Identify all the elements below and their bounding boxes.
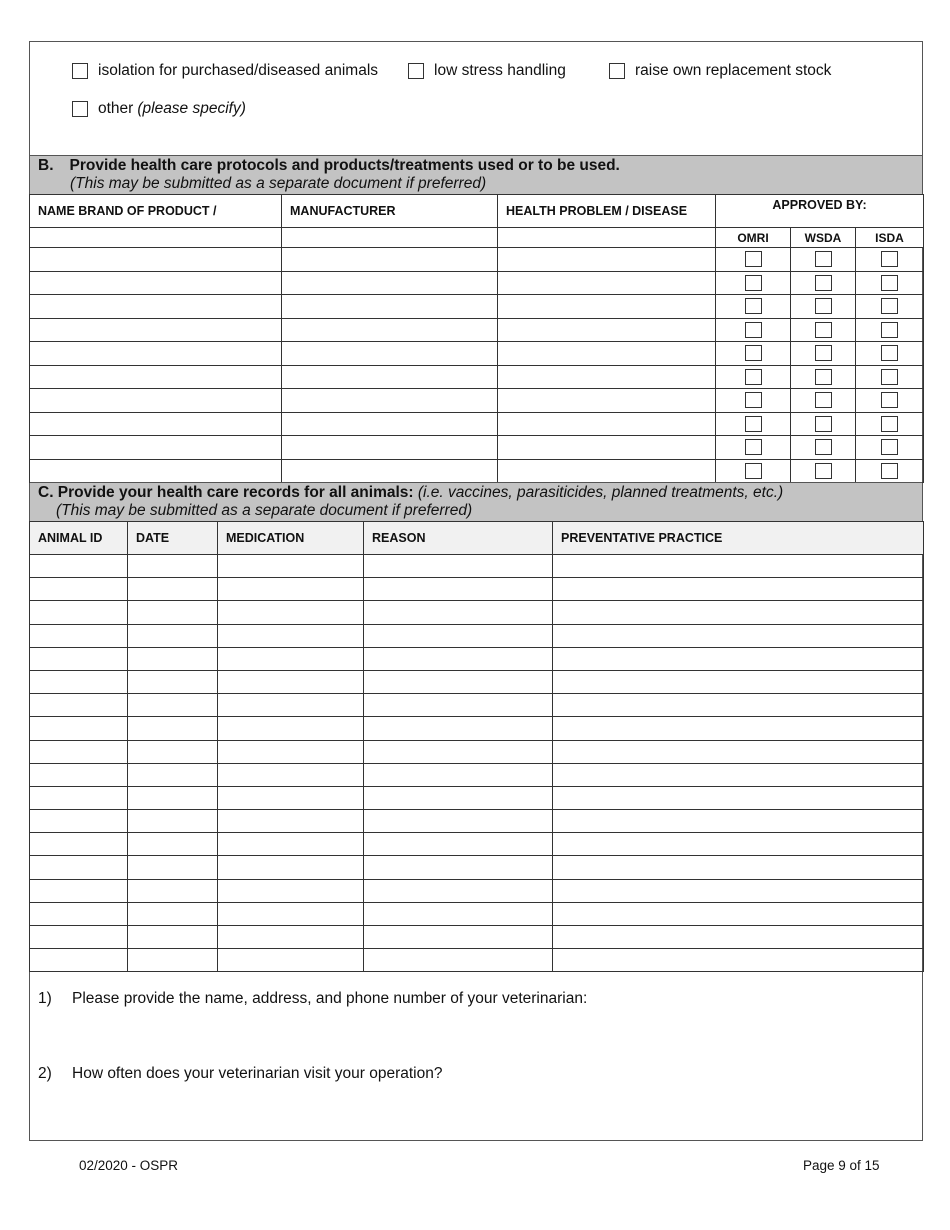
table-cell[interactable] bbox=[364, 555, 553, 578]
table-cell[interactable] bbox=[282, 365, 498, 389]
col-preventative: PREVENTATIVE PRACTICE bbox=[553, 522, 924, 555]
table-cell[interactable] bbox=[218, 624, 364, 647]
table-row bbox=[30, 365, 924, 389]
approval-cell-isda bbox=[856, 318, 924, 342]
table-cell[interactable] bbox=[364, 647, 553, 670]
table-cell[interactable] bbox=[364, 694, 553, 717]
table-cell[interactable] bbox=[282, 318, 498, 342]
approval-cell-omri bbox=[716, 295, 791, 319]
table-cell[interactable] bbox=[218, 786, 364, 809]
wsda-checkbox[interactable] bbox=[815, 416, 832, 432]
table-row bbox=[30, 601, 924, 624]
low-stress-checkbox[interactable] bbox=[408, 63, 424, 79]
table-row bbox=[30, 949, 924, 972]
option-label: raise own replacement stock bbox=[635, 62, 832, 79]
approval-cell-omri bbox=[716, 412, 791, 436]
isda-checkbox[interactable] bbox=[881, 439, 898, 455]
table-cell[interactable] bbox=[364, 670, 553, 693]
option-other[interactable] bbox=[72, 100, 246, 118]
option-label: other bbox=[98, 100, 134, 117]
table-cell[interactable] bbox=[553, 902, 924, 925]
table-cell[interactable] bbox=[498, 412, 716, 436]
approval-cell-isda bbox=[856, 389, 924, 413]
wsda-checkbox[interactable] bbox=[815, 298, 832, 314]
option-low-stress[interactable] bbox=[408, 62, 566, 80]
table-cell[interactable] bbox=[553, 926, 924, 949]
approval-cell-omri bbox=[716, 248, 791, 272]
omri-checkbox[interactable] bbox=[745, 251, 762, 267]
table-cell[interactable] bbox=[218, 601, 364, 624]
table-cell[interactable] bbox=[498, 459, 716, 483]
table-cell[interactable] bbox=[553, 717, 924, 740]
table-cell[interactable] bbox=[282, 295, 498, 319]
table-cell[interactable] bbox=[128, 601, 218, 624]
approval-cell-isda bbox=[856, 365, 924, 389]
option-label: low stress handling bbox=[434, 62, 566, 79]
table-cell[interactable] bbox=[30, 670, 128, 693]
table-cell[interactable] bbox=[30, 786, 128, 809]
table-row bbox=[30, 740, 924, 763]
table-cell[interactable] bbox=[498, 365, 716, 389]
omri-checkbox[interactable] bbox=[745, 345, 762, 361]
table-row bbox=[30, 342, 924, 366]
approval-cell-omri bbox=[716, 342, 791, 366]
table-cell[interactable] bbox=[498, 436, 716, 460]
table-cell[interactable] bbox=[282, 412, 498, 436]
approval-cell-omri bbox=[716, 271, 791, 295]
table-cell[interactable] bbox=[30, 228, 282, 248]
table-cell[interactable] bbox=[30, 555, 128, 578]
table-cell[interactable] bbox=[128, 647, 218, 670]
isda-checkbox[interactable] bbox=[881, 416, 898, 432]
approval-cell-wsda bbox=[791, 389, 856, 413]
table-cell[interactable] bbox=[364, 717, 553, 740]
table-cell[interactable] bbox=[553, 856, 924, 879]
table-row bbox=[30, 295, 924, 319]
table-cell[interactable] bbox=[218, 670, 364, 693]
section-c-title: C. Provide your health care records for all animals: bbox=[38, 484, 414, 501]
table-cell[interactable] bbox=[498, 389, 716, 413]
table-cell[interactable] bbox=[128, 902, 218, 925]
section-c-note: (This may be submitted as a separate document if preferred) bbox=[56, 502, 473, 519]
col-reason: REASON bbox=[364, 522, 553, 555]
table-cell[interactable] bbox=[364, 578, 553, 601]
table-cell[interactable] bbox=[553, 763, 924, 786]
table-cell[interactable] bbox=[553, 786, 924, 809]
table-cell[interactable] bbox=[553, 879, 924, 902]
table-cell[interactable] bbox=[128, 810, 218, 833]
col-health-problem: HEALTH PROBLEM / DISEASE bbox=[498, 195, 716, 228]
table-cell[interactable] bbox=[553, 624, 924, 647]
omri-checkbox[interactable] bbox=[745, 369, 762, 385]
question-text: How often does your veterinarian visit your operation? bbox=[72, 1065, 443, 1082]
table-cell[interactable] bbox=[498, 342, 716, 366]
section-c-example: (i.e. vaccines, parasiticides, planned treatments, etc.) bbox=[417, 484, 784, 501]
col-medication: MEDICATION bbox=[218, 522, 364, 555]
isda-checkbox[interactable] bbox=[881, 251, 898, 267]
table-cell[interactable] bbox=[553, 949, 924, 972]
approval-cell-omri bbox=[716, 459, 791, 483]
table-cell[interactable] bbox=[364, 833, 553, 856]
table-cell[interactable] bbox=[30, 365, 282, 389]
wsda-checkbox[interactable] bbox=[815, 463, 832, 479]
approval-cell-isda bbox=[856, 248, 924, 272]
table-row bbox=[30, 810, 924, 833]
col-manufacturer: MANUFACTURER bbox=[282, 195, 498, 228]
table-row bbox=[30, 624, 924, 647]
approval-cell-isda bbox=[856, 342, 924, 366]
table-cell[interactable] bbox=[364, 926, 553, 949]
table-cell[interactable] bbox=[128, 670, 218, 693]
table-cell[interactable] bbox=[364, 740, 553, 763]
table-row bbox=[30, 555, 924, 578]
footer-page: Page 9 of 15 bbox=[803, 1158, 880, 1173]
table-cell[interactable] bbox=[30, 949, 128, 972]
table-cell[interactable] bbox=[30, 810, 128, 833]
table-row bbox=[30, 271, 924, 295]
omri-checkbox[interactable] bbox=[745, 392, 762, 408]
table-cell[interactable] bbox=[128, 694, 218, 717]
table-cell[interactable] bbox=[30, 856, 128, 879]
table-row bbox=[30, 578, 924, 601]
table-cell[interactable] bbox=[30, 879, 128, 902]
table-cell[interactable] bbox=[30, 459, 282, 483]
table-cell[interactable] bbox=[128, 786, 218, 809]
table-cell[interactable] bbox=[553, 833, 924, 856]
section-b-title: Provide health care protocols and products/treatments used or to be used. bbox=[69, 157, 620, 174]
option-replacement-stock[interactable] bbox=[609, 62, 831, 80]
records-table bbox=[29, 521, 924, 972]
table-cell[interactable] bbox=[128, 624, 218, 647]
table-cell[interactable] bbox=[30, 694, 128, 717]
table-row bbox=[30, 717, 924, 740]
table-cell[interactable] bbox=[30, 624, 128, 647]
question-2 bbox=[38, 1065, 442, 1083]
table-cell[interactable] bbox=[364, 763, 553, 786]
table-cell[interactable] bbox=[30, 926, 128, 949]
table-cell[interactable] bbox=[218, 810, 364, 833]
isda-checkbox[interactable] bbox=[881, 345, 898, 361]
question-1 bbox=[38, 990, 587, 1008]
table-cell[interactable] bbox=[553, 670, 924, 693]
table-cell[interactable] bbox=[553, 578, 924, 601]
option-isolation[interactable] bbox=[72, 62, 378, 80]
table-cell[interactable] bbox=[30, 295, 282, 319]
section-b-note: (This may be submitted as a separate document if preferred) bbox=[70, 175, 487, 192]
isolation-checkbox[interactable] bbox=[72, 63, 88, 79]
approval-cell-omri bbox=[716, 436, 791, 460]
wsda-checkbox[interactable] bbox=[815, 439, 832, 455]
replacement-stock-checkbox[interactable] bbox=[609, 63, 625, 79]
table-cell[interactable] bbox=[364, 879, 553, 902]
table-cell[interactable] bbox=[282, 342, 498, 366]
table-cell[interactable] bbox=[364, 810, 553, 833]
table-cell[interactable] bbox=[30, 271, 282, 295]
table-cell[interactable] bbox=[30, 601, 128, 624]
table-cell[interactable] bbox=[218, 647, 364, 670]
col-date: DATE bbox=[128, 522, 218, 555]
footer-date: 02/2020 - OSPR bbox=[79, 1158, 179, 1173]
table-cell[interactable] bbox=[282, 436, 498, 460]
approval-cell-wsda bbox=[791, 412, 856, 436]
isda-checkbox[interactable] bbox=[881, 369, 898, 385]
table-cell[interactable] bbox=[218, 926, 364, 949]
isda-checkbox[interactable] bbox=[881, 463, 898, 479]
table-cell[interactable] bbox=[364, 949, 553, 972]
table-row bbox=[30, 694, 924, 717]
table-row bbox=[30, 902, 924, 925]
col-isda: ISDA bbox=[856, 228, 924, 248]
table-cell[interactable] bbox=[282, 228, 498, 248]
section-b-letter: B. bbox=[38, 157, 54, 174]
table-cell[interactable] bbox=[128, 740, 218, 763]
table-cell[interactable] bbox=[30, 578, 128, 601]
table-cell[interactable] bbox=[498, 228, 716, 248]
col-wsda: WSDA bbox=[791, 228, 856, 248]
table-cell[interactable] bbox=[30, 902, 128, 925]
omri-checkbox[interactable] bbox=[745, 463, 762, 479]
table-cell[interactable] bbox=[553, 694, 924, 717]
approval-cell-wsda bbox=[791, 365, 856, 389]
table-cell[interactable] bbox=[364, 601, 553, 624]
table-cell[interactable] bbox=[218, 856, 364, 879]
wsda-checkbox[interactable] bbox=[815, 345, 832, 361]
table-cell[interactable] bbox=[30, 740, 128, 763]
table-cell[interactable] bbox=[30, 833, 128, 856]
table-cell[interactable] bbox=[364, 624, 553, 647]
table-cell[interactable] bbox=[30, 342, 282, 366]
approval-cell-isda bbox=[856, 459, 924, 483]
table-cell[interactable] bbox=[30, 248, 282, 272]
table-cell[interactable] bbox=[218, 694, 364, 717]
table-cell[interactable] bbox=[30, 436, 282, 460]
approval-cell-wsda bbox=[791, 436, 856, 460]
approval-cell-wsda bbox=[791, 271, 856, 295]
table-cell[interactable] bbox=[218, 578, 364, 601]
table-row bbox=[30, 318, 924, 342]
col-approved-by: APPROVED BY: bbox=[716, 195, 924, 228]
omri-checkbox[interactable] bbox=[745, 416, 762, 432]
approval-cell-omri bbox=[716, 389, 791, 413]
option-label: isolation for purchased/diseased animals bbox=[98, 62, 379, 79]
table-cell[interactable] bbox=[128, 578, 218, 601]
form-frame bbox=[29, 41, 923, 1141]
table-row bbox=[30, 647, 924, 670]
approval-cell-wsda bbox=[791, 459, 856, 483]
table-cell[interactable] bbox=[498, 271, 716, 295]
section-c-header bbox=[30, 482, 922, 522]
approval-cell-isda bbox=[856, 271, 924, 295]
isda-checkbox[interactable] bbox=[881, 275, 898, 291]
approval-cell-isda bbox=[856, 412, 924, 436]
col-omri: OMRI bbox=[716, 228, 791, 248]
isda-checkbox[interactable] bbox=[881, 298, 898, 314]
table-cell[interactable] bbox=[128, 717, 218, 740]
omri-checkbox[interactable] bbox=[745, 439, 762, 455]
question-number: 2) bbox=[38, 1065, 52, 1082]
table-cell[interactable] bbox=[30, 389, 282, 413]
table-row bbox=[30, 436, 924, 460]
approval-cell-isda bbox=[856, 295, 924, 319]
approval-cell-omri bbox=[716, 318, 791, 342]
omri-checkbox[interactable] bbox=[745, 275, 762, 291]
table-cell[interactable] bbox=[218, 879, 364, 902]
table-cell[interactable] bbox=[498, 318, 716, 342]
table-cell[interactable] bbox=[498, 248, 716, 272]
col-animal-id: ANIMAL ID bbox=[30, 522, 128, 555]
wsda-checkbox[interactable] bbox=[815, 322, 832, 338]
isda-checkbox[interactable] bbox=[881, 322, 898, 338]
table-row bbox=[30, 786, 924, 809]
table-cell[interactable] bbox=[364, 902, 553, 925]
wsda-checkbox[interactable] bbox=[815, 369, 832, 385]
wsda-checkbox[interactable] bbox=[815, 275, 832, 291]
table-cell[interactable] bbox=[553, 555, 924, 578]
col-product: NAME BRAND OF PRODUCT / bbox=[30, 195, 282, 228]
table-cell[interactable] bbox=[498, 295, 716, 319]
table-row bbox=[30, 856, 924, 879]
approval-cell-omri bbox=[716, 365, 791, 389]
table-row bbox=[30, 926, 924, 949]
table-cell[interactable] bbox=[218, 740, 364, 763]
products-table bbox=[29, 194, 924, 483]
table-cell[interactable] bbox=[218, 763, 364, 786]
table-cell[interactable] bbox=[128, 763, 218, 786]
table-row bbox=[30, 879, 924, 902]
table-cell[interactable] bbox=[553, 647, 924, 670]
table-cell[interactable] bbox=[30, 647, 128, 670]
wsda-checkbox[interactable] bbox=[815, 251, 832, 267]
question-text: Please provide the name, address, and phone number of your veterinarian: bbox=[72, 990, 588, 1007]
table-cell[interactable] bbox=[282, 459, 498, 483]
table-cell[interactable] bbox=[128, 856, 218, 879]
table-cell[interactable] bbox=[128, 879, 218, 902]
table-cell[interactable] bbox=[364, 856, 553, 879]
isda-checkbox[interactable] bbox=[881, 392, 898, 408]
table-cell[interactable] bbox=[553, 601, 924, 624]
table-cell[interactable] bbox=[128, 926, 218, 949]
approval-cell-wsda bbox=[791, 295, 856, 319]
table-cell[interactable] bbox=[30, 717, 128, 740]
table-cell[interactable] bbox=[553, 740, 924, 763]
table-row bbox=[30, 248, 924, 272]
question-number: 1) bbox=[38, 990, 52, 1007]
table-cell[interactable] bbox=[30, 412, 282, 436]
approval-cell-wsda bbox=[791, 342, 856, 366]
section-b-header bbox=[30, 155, 922, 195]
table-cell[interactable] bbox=[282, 389, 498, 413]
wsda-checkbox[interactable] bbox=[815, 392, 832, 408]
table-row bbox=[30, 763, 924, 786]
table-cell[interactable] bbox=[218, 717, 364, 740]
table-cell[interactable] bbox=[282, 271, 498, 295]
table-cell[interactable] bbox=[30, 763, 128, 786]
table-cell[interactable] bbox=[218, 902, 364, 925]
approval-cell-isda bbox=[856, 436, 924, 460]
table-cell[interactable] bbox=[282, 248, 498, 272]
table-cell[interactable] bbox=[364, 786, 553, 809]
omri-checkbox[interactable] bbox=[745, 298, 762, 314]
approval-cell-wsda bbox=[791, 318, 856, 342]
table-cell[interactable] bbox=[128, 949, 218, 972]
table-cell[interactable] bbox=[128, 833, 218, 856]
table-row bbox=[30, 412, 924, 436]
table-cell[interactable] bbox=[218, 949, 364, 972]
option-note: (please specify) bbox=[137, 100, 246, 117]
table-cell[interactable] bbox=[553, 810, 924, 833]
table-cell[interactable] bbox=[30, 318, 282, 342]
table-row bbox=[30, 389, 924, 413]
table-row bbox=[30, 459, 924, 483]
table-cell[interactable] bbox=[128, 555, 218, 578]
table-cell[interactable] bbox=[218, 833, 364, 856]
table-cell[interactable] bbox=[218, 555, 364, 578]
table-row bbox=[30, 670, 924, 693]
approval-cell-wsda bbox=[791, 248, 856, 272]
table-row bbox=[30, 833, 924, 856]
other-checkbox[interactable] bbox=[72, 101, 88, 117]
omri-checkbox[interactable] bbox=[745, 322, 762, 338]
